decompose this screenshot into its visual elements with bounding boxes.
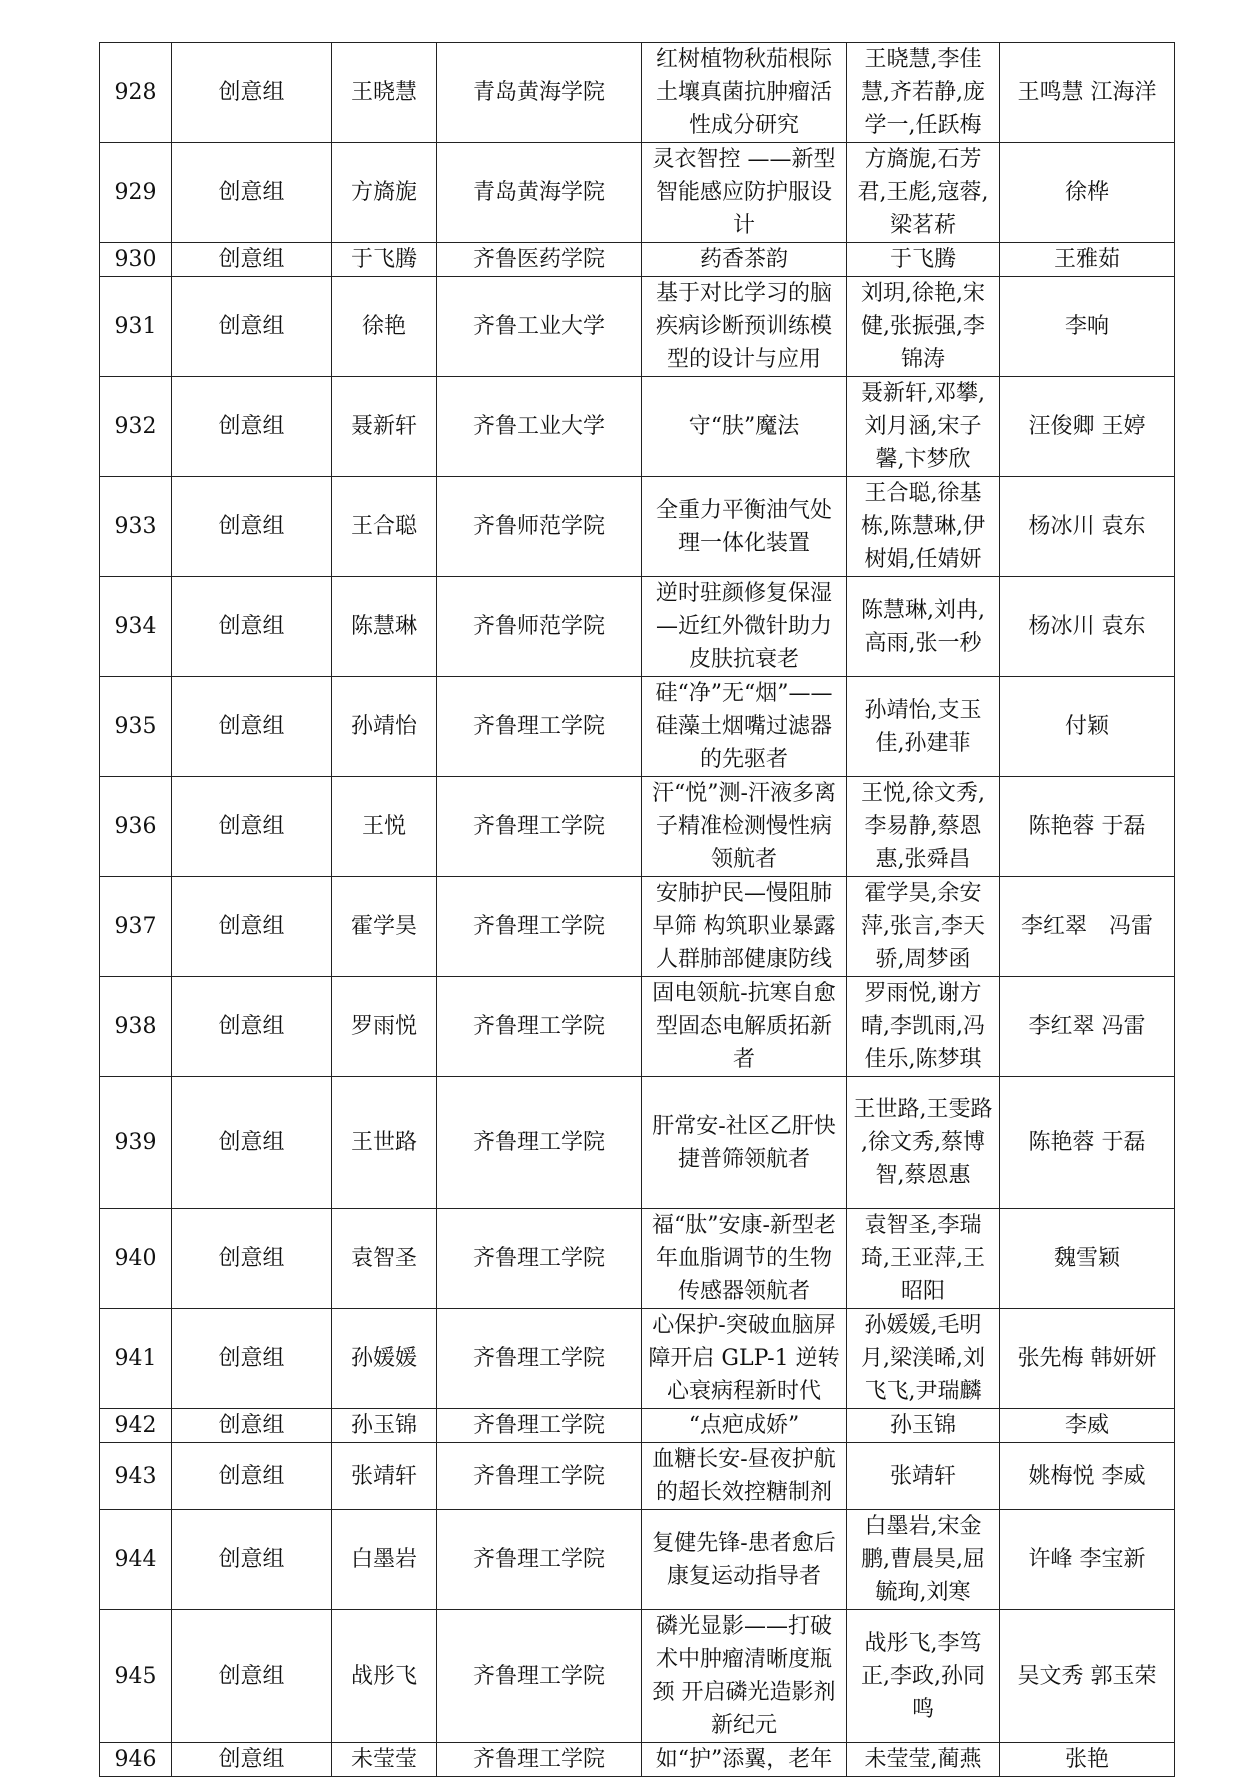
members-cell: 于飞腾 xyxy=(847,243,1000,277)
members-cell: 孙玉锦 xyxy=(847,1409,1000,1443)
group-cell: 创意组 xyxy=(172,143,332,243)
school-cell: 齐鲁师范学院 xyxy=(437,577,642,677)
project-cell: 如“护”添翼，老年 xyxy=(642,1743,847,1777)
members-cell: 孙媛媛,毛明月,梁渼晞,刘飞飞,尹瑞麟 xyxy=(847,1309,1000,1409)
entry-number: 928 xyxy=(100,43,172,143)
leader-cell: 王悦 xyxy=(332,777,437,877)
group-cell: 创意组 xyxy=(172,277,332,377)
advisors-cell: 李响 xyxy=(1000,277,1175,377)
advisors-cell: 陈艳蓉 于磊 xyxy=(1000,777,1175,877)
school-cell: 青岛黄海学院 xyxy=(437,43,642,143)
project-cell: 心保护-突破血脑屏障开启 GLP-1 逆转心衰病程新时代 xyxy=(642,1309,847,1409)
registration-table xyxy=(99,42,1175,1777)
entry-number: 942 xyxy=(100,1409,172,1443)
table-row xyxy=(100,1077,1175,1209)
table-row xyxy=(100,1209,1175,1309)
entry-number: 936 xyxy=(100,777,172,877)
entry-number: 932 xyxy=(100,377,172,477)
members-cell: 霍学昊,余安萍,张言,李天骄,周梦函 xyxy=(847,877,1000,977)
advisors-cell: 徐桦 xyxy=(1000,143,1175,243)
table-row xyxy=(100,1409,1175,1443)
project-cell: 复健先锋-患者愈后康复运动指导者 xyxy=(642,1510,847,1610)
project-cell: “点疤成娇” xyxy=(642,1409,847,1443)
members-cell: 战彤飞,李笃正,李政,孙同鸣 xyxy=(847,1610,1000,1743)
entry-number: 939 xyxy=(100,1077,172,1209)
project-cell: 固电领航-抗寒自愈型固态电解质拓新者 xyxy=(642,977,847,1077)
members-cell: 王悦,徐文秀,李易静,蔡恩惠,张舜昌 xyxy=(847,777,1000,877)
leader-cell: 袁智圣 xyxy=(332,1209,437,1309)
school-cell: 齐鲁理工学院 xyxy=(437,1077,642,1209)
project-cell: 全重力平衡油气处理一体化装置 xyxy=(642,477,847,577)
leader-cell: 未莹莹 xyxy=(332,1743,437,1777)
entry-number: 938 xyxy=(100,977,172,1077)
table-row xyxy=(100,1309,1175,1409)
members-cell: 王世路,王雯路 ,徐文秀,蔡博智,蔡恩惠 xyxy=(847,1077,1000,1209)
table-row xyxy=(100,977,1175,1077)
school-cell: 齐鲁理工学院 xyxy=(437,1309,642,1409)
group-cell: 创意组 xyxy=(172,377,332,477)
school-cell: 齐鲁师范学院 xyxy=(437,477,642,577)
leader-cell: 孙媛媛 xyxy=(332,1309,437,1409)
table-row xyxy=(100,577,1175,677)
members-cell: 王晓慧,李佳慧,齐若静,庞学一,任跃梅 xyxy=(847,43,1000,143)
advisors-cell: 张艳 xyxy=(1000,1743,1175,1777)
leader-cell: 孙靖怡 xyxy=(332,677,437,777)
project-cell: 汗“悦”测-汗液多离子精准检测慢性病领航者 xyxy=(642,777,847,877)
group-cell: 创意组 xyxy=(172,477,332,577)
school-cell: 齐鲁理工学院 xyxy=(437,1743,642,1777)
advisors-cell: 李红翠 冯雷 xyxy=(1000,877,1175,977)
leader-cell: 白墨岩 xyxy=(332,1510,437,1610)
table-row xyxy=(100,243,1175,277)
project-cell: 血糖长安-昼夜护航的超长效控糖制剂 xyxy=(642,1443,847,1510)
advisors-cell: 汪俊卿 王婷 xyxy=(1000,377,1175,477)
entry-number: 935 xyxy=(100,677,172,777)
leader-cell: 徐艳 xyxy=(332,277,437,377)
project-cell: 守“肤”魔法 xyxy=(642,377,847,477)
project-cell: 药香茶韵 xyxy=(642,243,847,277)
school-cell: 齐鲁理工学院 xyxy=(437,1409,642,1443)
members-cell: 王合聪,徐基栋,陈慧琳,伊树娟,任婧妍 xyxy=(847,477,1000,577)
school-cell: 齐鲁理工学院 xyxy=(437,1209,642,1309)
members-cell: 刘玥,徐艳,宋健,张振强,李锦涛 xyxy=(847,277,1000,377)
project-cell: 磷光显影——打破术中肿瘤清晰度瓶颈 开启磷光造影剂新纪元 xyxy=(642,1610,847,1743)
advisors-cell: 王雅茹 xyxy=(1000,243,1175,277)
entry-number: 937 xyxy=(100,877,172,977)
group-cell: 创意组 xyxy=(172,1743,332,1777)
school-cell: 齐鲁理工学院 xyxy=(437,977,642,1077)
entry-number: 940 xyxy=(100,1209,172,1309)
table-row xyxy=(100,277,1175,377)
members-cell: 罗雨悦,谢方晴,李凯雨,冯佳乐,陈梦琪 xyxy=(847,977,1000,1077)
advisors-cell: 魏雪颖 xyxy=(1000,1209,1175,1309)
group-cell: 创意组 xyxy=(172,243,332,277)
project-cell: 安肺护民—慢阻肺早筛 构筑职业暴露人群肺部健康防线 xyxy=(642,877,847,977)
school-cell: 齐鲁理工学院 xyxy=(437,677,642,777)
entry-number: 934 xyxy=(100,577,172,677)
table-row xyxy=(100,877,1175,977)
project-cell: 硅“净”无“烟”——硅藻土烟嘴过滤器的先驱者 xyxy=(642,677,847,777)
project-cell: 福“肽”安康-新型老年血脂调节的生物传感器领航者 xyxy=(642,1209,847,1309)
table-row xyxy=(100,477,1175,577)
leader-cell: 战彤飞 xyxy=(332,1610,437,1743)
group-cell: 创意组 xyxy=(172,677,332,777)
advisors-cell: 陈艳蓉 于磊 xyxy=(1000,1077,1175,1209)
entry-number: 943 xyxy=(100,1443,172,1510)
advisors-cell: 姚梅悦 李威 xyxy=(1000,1443,1175,1510)
group-cell: 创意组 xyxy=(172,777,332,877)
members-cell: 未莹莹,蔺燕 xyxy=(847,1743,1000,1777)
school-cell: 齐鲁理工学院 xyxy=(437,1443,642,1510)
group-cell: 创意组 xyxy=(172,1510,332,1610)
school-cell: 齐鲁理工学院 xyxy=(437,777,642,877)
advisors-cell: 杨冰川 袁东 xyxy=(1000,577,1175,677)
entry-number: 946 xyxy=(100,1743,172,1777)
table-row xyxy=(100,1443,1175,1510)
advisors-cell: 吴文秀 郭玉荣 xyxy=(1000,1610,1175,1743)
project-cell: 基于对比学习的脑疾病诊断预训练模型的设计与应用 xyxy=(642,277,847,377)
school-cell: 齐鲁理工学院 xyxy=(437,877,642,977)
table-row xyxy=(100,143,1175,243)
group-cell: 创意组 xyxy=(172,877,332,977)
members-cell: 陈慧琳,刘冉,高雨,张一秒 xyxy=(847,577,1000,677)
advisors-cell: 李威 xyxy=(1000,1409,1175,1443)
leader-cell: 霍学昊 xyxy=(332,877,437,977)
advisors-cell: 李红翠 冯雷 xyxy=(1000,977,1175,1077)
project-cell: 肝常安-社区乙肝快捷普筛领航者 xyxy=(642,1077,847,1209)
group-cell: 创意组 xyxy=(172,577,332,677)
school-cell: 齐鲁工业大学 xyxy=(437,277,642,377)
group-cell: 创意组 xyxy=(172,1077,332,1209)
advisors-cell: 张先梅 韩妍妍 xyxy=(1000,1309,1175,1409)
table-row xyxy=(100,677,1175,777)
group-cell: 创意组 xyxy=(172,977,332,1077)
project-cell: 逆时驻颜修复保湿—近红外微针助力皮肤抗衰老 xyxy=(642,577,847,677)
leader-cell: 于飞腾 xyxy=(332,243,437,277)
school-cell: 齐鲁理工学院 xyxy=(437,1510,642,1610)
members-cell: 孙靖怡,支玉佳,孙建菲 xyxy=(847,677,1000,777)
entry-number: 945 xyxy=(100,1610,172,1743)
leader-cell: 王晓慧 xyxy=(332,43,437,143)
entry-number: 930 xyxy=(100,243,172,277)
group-cell: 创意组 xyxy=(172,1610,332,1743)
leader-cell: 张靖轩 xyxy=(332,1443,437,1510)
project-cell: 红树植物秋茄根际土壤真菌抗肿瘤活性成分研究 xyxy=(642,43,847,143)
entry-number: 933 xyxy=(100,477,172,577)
members-cell: 张靖轩 xyxy=(847,1443,1000,1510)
table-row xyxy=(100,1743,1175,1777)
members-cell: 聂新轩,邓攀,刘月涵,宋子馨,卞梦欣 xyxy=(847,377,1000,477)
table-row xyxy=(100,377,1175,477)
table-row xyxy=(100,43,1175,143)
school-cell: 齐鲁医药学院 xyxy=(437,243,642,277)
group-cell: 创意组 xyxy=(172,1443,332,1510)
advisors-cell: 王鸣慧 江海洋 xyxy=(1000,43,1175,143)
group-cell: 创意组 xyxy=(172,43,332,143)
school-cell: 齐鲁工业大学 xyxy=(437,377,642,477)
leader-cell: 罗雨悦 xyxy=(332,977,437,1077)
entry-number: 944 xyxy=(100,1510,172,1610)
table-row xyxy=(100,777,1175,877)
leader-cell: 方旖旎 xyxy=(332,143,437,243)
leader-cell: 陈慧琳 xyxy=(332,577,437,677)
members-cell: 方旖旎,石芳君,王彪,寇蓉,梁茗菥 xyxy=(847,143,1000,243)
table-row xyxy=(100,1510,1175,1610)
advisors-cell: 杨冰川 袁东 xyxy=(1000,477,1175,577)
group-cell: 创意组 xyxy=(172,1409,332,1443)
project-cell: 灵衣智控 ——新型智能感应防护服设计 xyxy=(642,143,847,243)
advisors-cell: 许峰 李宝新 xyxy=(1000,1510,1175,1610)
members-cell: 白墨岩,宋金鹏,曹晨昊,屈毓珣,刘寒 xyxy=(847,1510,1000,1610)
leader-cell: 王合聪 xyxy=(332,477,437,577)
table-row xyxy=(100,1610,1175,1743)
entry-number: 941 xyxy=(100,1309,172,1409)
advisors-cell: 付颖 xyxy=(1000,677,1175,777)
school-cell: 青岛黄海学院 xyxy=(437,143,642,243)
group-cell: 创意组 xyxy=(172,1209,332,1309)
leader-cell: 王世路 xyxy=(332,1077,437,1209)
leader-cell: 孙玉锦 xyxy=(332,1409,437,1443)
members-cell: 袁智圣,李瑞琦,王亚萍,王昭阳 xyxy=(847,1209,1000,1309)
group-cell: 创意组 xyxy=(172,1309,332,1409)
entry-number: 929 xyxy=(100,143,172,243)
school-cell: 齐鲁理工学院 xyxy=(437,1610,642,1743)
leader-cell: 聂新轩 xyxy=(332,377,437,477)
entry-number: 931 xyxy=(100,277,172,377)
